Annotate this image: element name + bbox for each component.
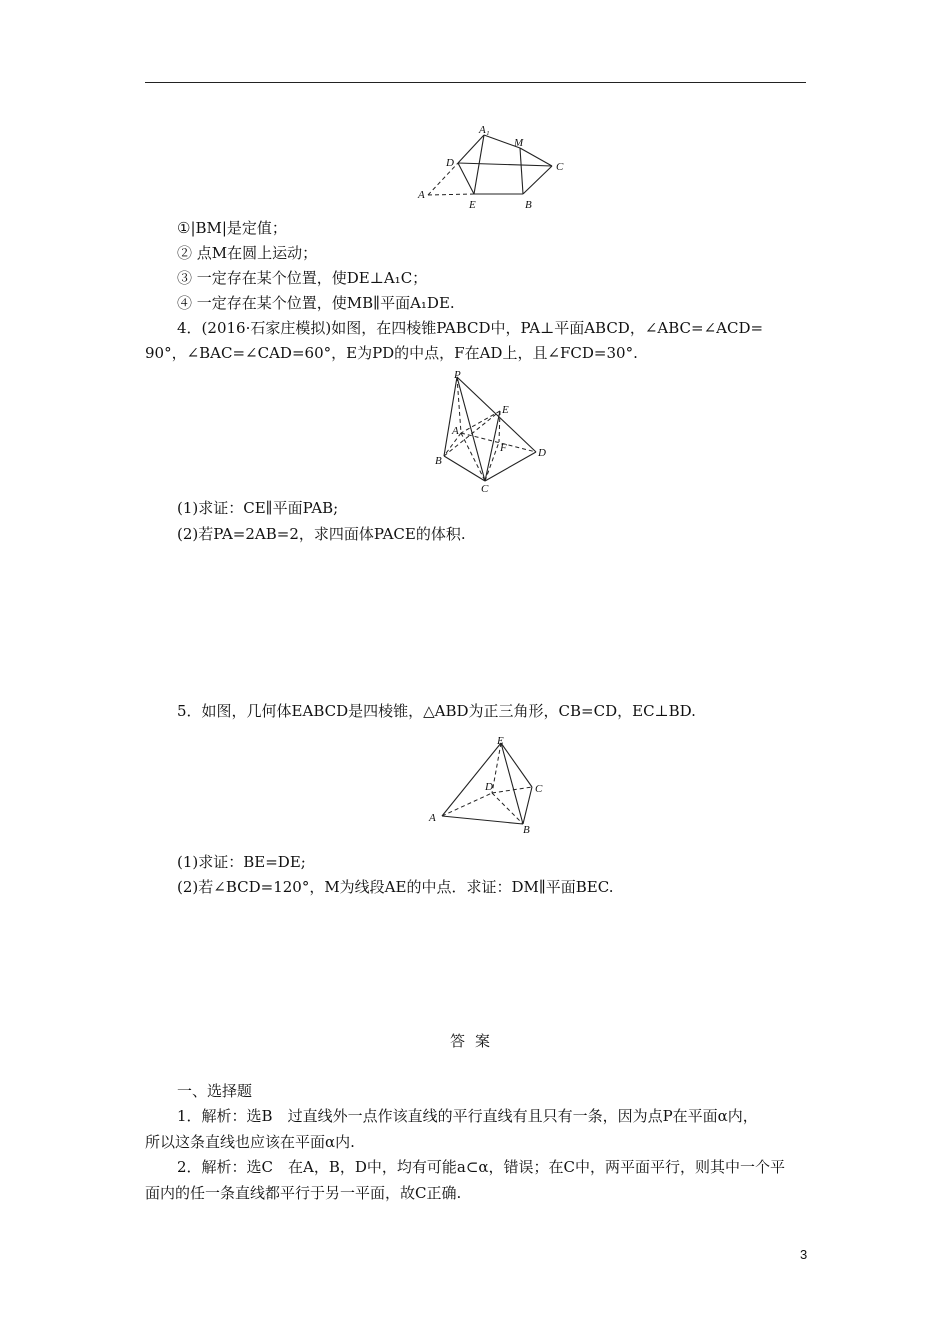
header-rule xyxy=(145,82,806,83)
q4-line2: 90°，∠BAC=∠CAD=60°，E为PD的中点，F在AD上，且∠FCD=30°. xyxy=(145,344,638,362)
q4-part2: (2)若PA=2AB=2，求四面体PACE的体积. xyxy=(177,525,466,543)
label-f: F xyxy=(500,442,507,454)
edge-b-c xyxy=(523,166,552,194)
edge-d-c xyxy=(458,163,552,166)
label-e: E xyxy=(497,735,504,747)
option-2: ② 点M在圆上运动； xyxy=(177,244,318,262)
edge-e-b xyxy=(501,743,523,824)
q5-part1: (1)求证：BE=DE; xyxy=(177,853,306,871)
edge-c-d xyxy=(485,452,536,481)
dashed-a-d xyxy=(442,793,492,816)
dashed-d-c xyxy=(492,787,532,793)
label-a: A xyxy=(429,812,436,824)
edge-m-c xyxy=(520,148,552,166)
edge-b-c xyxy=(523,787,532,824)
label-d: D xyxy=(538,447,546,459)
answers-section-title: 一、选择题 xyxy=(177,1082,253,1100)
option-4: ④ 一定存在某个位置，使MB∥平面A₁DE. xyxy=(177,294,455,312)
label-e: E xyxy=(469,199,476,211)
dashed-a-e xyxy=(428,194,474,195)
label-a: A xyxy=(418,189,425,201)
option-3: ③ 一定存在某个位置，使DE⊥A₁C； xyxy=(177,269,428,287)
edge-m-b xyxy=(520,148,523,194)
label-c: C xyxy=(556,161,564,173)
edge-e-a xyxy=(442,743,501,816)
label-b: B xyxy=(435,455,442,467)
label-a1: A₁ xyxy=(479,124,490,136)
label-p: P xyxy=(454,369,461,381)
edge-p-b xyxy=(444,377,457,456)
label-d: D xyxy=(485,781,493,793)
answer-1-line1: 1．解析：选B 过直线外一点作该直线的平行直线有且只有一条，因为点P在平面α内， xyxy=(177,1107,758,1125)
label-a: A xyxy=(452,425,459,437)
label-e: E xyxy=(502,404,509,416)
label-b: B xyxy=(525,199,532,211)
dashed-a-d xyxy=(461,433,536,452)
edge-e-c xyxy=(501,743,532,787)
q5-part2: (2)若∠BCD=120°，M为线段AE的中点．求证：DM∥平面BEC. xyxy=(177,878,614,896)
label-c: C xyxy=(481,483,489,495)
answers-heading: 答案 xyxy=(449,1032,500,1050)
q5-line1: 5．如图，几何体EABCD是四棱锥，△ABD为正三角形，CB=CD，EC⊥BD. xyxy=(177,702,696,720)
label-c: C xyxy=(535,783,543,795)
answer-1-line2: 所以这条直线也应该在平面α内. xyxy=(145,1133,355,1151)
label-m: M xyxy=(514,137,524,149)
answer-2-line1: 2．解析：选C 在A，B，D中，均有可能a⊂α，错误；在C中，两平面平行，则其中一个平 xyxy=(177,1158,786,1176)
q4-line1: 4．(2016·石家庄模拟)如图，在四棱锥PABCD中，PA⊥平面ABCD，∠ABC=∠ACD= xyxy=(177,319,764,337)
edge-d-e xyxy=(458,163,474,194)
edge-a-b xyxy=(442,816,523,824)
answer-2-line2: 面内的任一条直线都平行于另一平面，故C正确. xyxy=(145,1184,462,1202)
edge-p-d xyxy=(457,377,536,452)
q4-part1: (1)求证：CE∥平面PAB; xyxy=(177,499,339,517)
option-1: ①|BM|是定值； xyxy=(177,219,287,237)
figure-folded-trapezoid xyxy=(410,118,590,213)
figure-pyramid-pabcd xyxy=(430,368,555,496)
dashed-e-d xyxy=(492,743,501,793)
label-b: B xyxy=(523,824,530,836)
label-d: D xyxy=(446,157,454,169)
figure-pyramid-eabcd xyxy=(425,733,550,838)
page-number: 3 xyxy=(800,1247,808,1262)
